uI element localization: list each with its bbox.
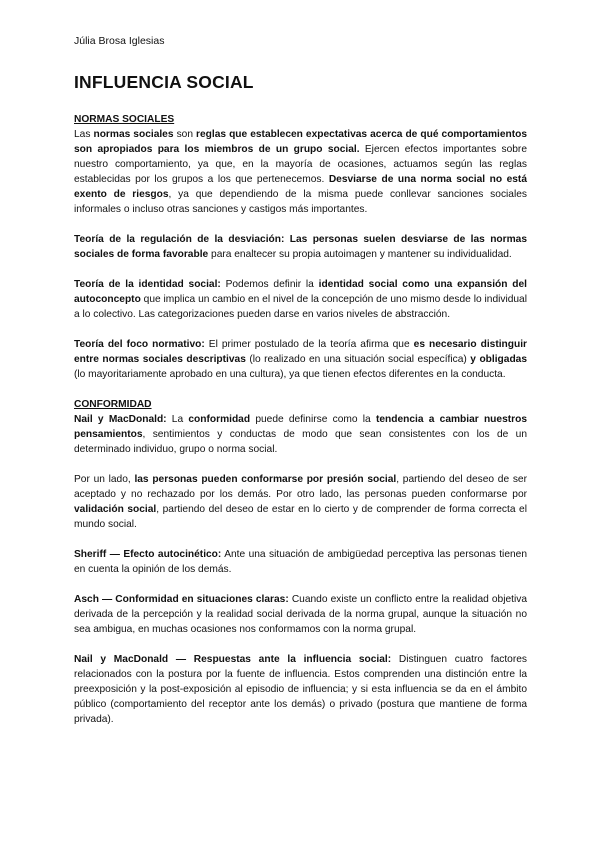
text-run: Ante una situación de ambigüedad perceptiva las personas tienen en cuenta la opinión de los demás.: [74, 549, 527, 575]
text-run: Podemos definir la: [220, 279, 319, 290]
paragraph-respuestas-influencia: [74, 652, 527, 727]
bold-text-run: es necesario distinguir entre normas sociales descriptivas: [74, 339, 528, 365]
paragraph-teoria-foco: [74, 337, 527, 382]
paragraph-nail-macdonald: [74, 412, 527, 457]
text-run: puede definirse como la: [250, 414, 376, 425]
bold-text-run: validación social: [74, 504, 157, 515]
bold-text-run: Nail y MacDonald — Respuestas ante la influencia social:: [74, 654, 392, 665]
paragraph-teoria-regulacion: [74, 232, 527, 262]
bold-text-run: Teoría del foco normativo:: [74, 339, 205, 350]
section-heading-conformidad: CONFORMIDAD: [74, 399, 152, 410]
paragraph-teoria-identidad: [74, 277, 527, 322]
text-run: Ejercen efectos importantes sobre nuestro comportamiento, ya que, en la mayoría de ocasiones, actuamos según las reglas establecidas por los grupos a los que pertenecemos.: [74, 144, 527, 185]
bold-text-run: normas sociales: [93, 129, 174, 140]
paragraph-asch: [74, 592, 527, 637]
text-run: Distinguen cuatro factores relacionados con la postura por la fuente de influencia. Estos comprenden una distinción entre la preexposición y la post-exposición al episodio de influencia; y si esta influencia se da en el ámbito público (comportamiento del receptor ante los demás) o privado (postura que mantiene de forma privada).: [74, 654, 528, 725]
text-run: son: [173, 129, 197, 140]
text-run: Las: [74, 129, 94, 140]
text-run: Por un lado,: [74, 474, 135, 485]
bold-text-run: Teoría de la regulación de la desviación: Las personas suelen desviarse de las normas sociales de forma favorable: [74, 234, 527, 260]
text-run: (lo realizado en una situación social específica): [245, 354, 471, 365]
text-run: para enaltecer su propia autoimagen y mantener su individualidad.: [208, 249, 512, 260]
text-run: , ya que dependiendo de la misma puede conllevar sanciones sociales informales o incluso otras sanciones y castigos más importantes.: [74, 189, 527, 215]
text-run: La: [166, 414, 189, 425]
document-title: INFLUENCIA SOCIAL: [74, 72, 254, 92]
text-run: , sentimientos y conductas de modo que sean consistentes con los de un determinado individuo, grupo o norma social.: [74, 429, 527, 455]
bold-text-run: conformidad: [188, 414, 251, 425]
bold-text-run: identidad social como una expansión del autoconcepto: [74, 279, 527, 305]
bold-text-run: tendencia a cambiar nuestros pensamientos: [74, 414, 527, 440]
paragraph-presion-social: [74, 472, 527, 532]
bold-text-run: Sheriff — Efecto autocinético:: [74, 549, 222, 560]
text-run: , partiendo del deseo de ser aceptado y no rechazado por los demás. Por otro lado, las personas pueden conformarse por: [74, 474, 527, 500]
document-body: [74, 112, 527, 742]
section-heading-normas: NORMAS SOCIALES: [74, 114, 175, 125]
author-name: Júlia Brosa Iglesias: [74, 35, 165, 47]
text-run: que implica un cambio en el nivel de la concepción de uno mismo desde lo individual a lo colectivo. Las categorizaciones pueden darse en varios niveles de abstracción.: [74, 294, 527, 320]
bold-text-run: Teoría de la identidad social:: [74, 279, 221, 290]
bold-text-run: Asch — Conformidad en situaciones claras:: [74, 594, 289, 605]
paragraph-sheriff: [74, 547, 527, 577]
bold-text-run: las personas pueden conformarse por presión social: [134, 474, 397, 485]
text-run: , partiendo del deseo de estar en lo cierto y de comprender de forma correcta el mundo social.: [74, 504, 527, 530]
paragraph-normas-definition: [74, 127, 527, 217]
bold-text-run: Nail y MacDonald:: [74, 414, 167, 425]
text-run: (lo mayoritariamente aprobado en una cultura), ya que tienen efectos diferentes en la conducta.: [74, 369, 506, 380]
bold-text-run: Desviarse de una norma social no está exento de riesgos: [74, 174, 527, 200]
bold-text-run: y obligadas: [470, 354, 528, 365]
text-run: Cuando existe un conflicto entre la realidad objetiva derivada de la percepción y la realidad social derivada de la norma grupal, aunque la situación no sea ambigua, en muchas ocasiones nos conformamos con la norma grupal.: [74, 594, 527, 635]
bold-text-run: reglas que establecen expectativas acerca de qué comportamientos son apropiados para los miembros de un grupo social.: [74, 129, 527, 155]
text-run: El primer postulado de la teoría afirma que: [204, 339, 414, 350]
